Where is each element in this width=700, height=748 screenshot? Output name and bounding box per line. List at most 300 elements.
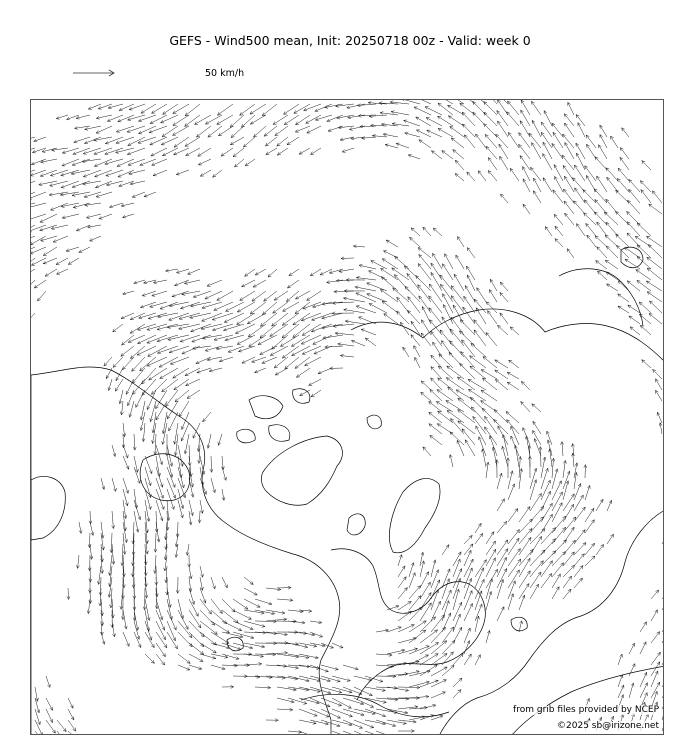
wind-vector-head xyxy=(448,116,451,119)
wind-vector xyxy=(255,654,276,655)
wind-vector xyxy=(460,103,475,115)
wind-vector-head xyxy=(539,536,542,540)
legend-reference-arrow xyxy=(70,66,120,80)
wind-vector xyxy=(405,286,420,302)
wind-vector xyxy=(552,587,559,599)
wind-vector xyxy=(508,530,520,545)
wind-vector xyxy=(283,302,299,311)
wind-vector xyxy=(547,431,552,445)
wind-vector xyxy=(332,687,352,693)
wind-vector xyxy=(597,247,607,258)
wind-vector xyxy=(520,156,530,171)
wind-vector xyxy=(532,120,541,137)
wind-vector xyxy=(419,140,431,148)
wind-vector xyxy=(127,126,145,132)
wind-vector-head xyxy=(428,582,431,585)
wind-vector-head xyxy=(476,308,479,312)
wind-vector xyxy=(31,192,35,200)
wind-vector xyxy=(616,234,629,247)
wind-vector xyxy=(606,222,618,236)
wind-vector xyxy=(31,148,35,152)
wind-vector xyxy=(223,324,244,330)
wind-vector xyxy=(445,254,453,269)
wind-vector-head xyxy=(526,584,529,588)
wind-vector xyxy=(507,372,519,379)
wind-vector xyxy=(431,692,446,698)
wind-vector-head xyxy=(489,290,492,293)
wind-vector-head xyxy=(607,284,611,287)
wind-vector xyxy=(68,731,79,735)
wind-vector-head xyxy=(45,273,49,276)
wind-vector xyxy=(576,224,585,236)
wind-vector-head xyxy=(500,156,503,160)
wind-vector xyxy=(200,478,206,494)
wind-vector xyxy=(174,137,189,147)
wind-vector-head xyxy=(156,405,159,409)
wind-vector-head xyxy=(527,558,530,562)
wind-vector-head xyxy=(468,389,472,392)
coastline-europe xyxy=(331,549,485,700)
wind-vector-head xyxy=(296,374,300,377)
wind-vector xyxy=(618,168,629,181)
wind-vector xyxy=(530,468,536,489)
wind-vector-head xyxy=(516,538,519,542)
wind-vector xyxy=(657,412,662,423)
wind-vector xyxy=(485,100,497,104)
wind-vector xyxy=(462,340,475,357)
wind-vector xyxy=(275,368,288,375)
wind-vector xyxy=(243,137,255,147)
wind-vector xyxy=(332,643,343,648)
wind-vector xyxy=(410,237,421,247)
wind-vector xyxy=(123,632,129,646)
wind-vector xyxy=(225,335,244,340)
wind-vector xyxy=(200,588,206,603)
map-frame[interactable] xyxy=(30,99,664,735)
wind-vector xyxy=(618,306,629,313)
wind-vector xyxy=(648,245,662,258)
wind-vector xyxy=(272,313,288,326)
wind-vector xyxy=(488,158,497,171)
wind-vector-head xyxy=(550,514,553,517)
wind-vector xyxy=(57,720,66,732)
wind-vector xyxy=(156,643,165,657)
wind-vector xyxy=(310,698,330,707)
wind-vector xyxy=(156,390,167,409)
wind-vector xyxy=(136,390,145,407)
wind-vector xyxy=(150,302,167,307)
wind-vector xyxy=(398,687,420,688)
wind-vector xyxy=(112,544,114,564)
wind-vector xyxy=(508,471,512,489)
wind-vector xyxy=(486,146,497,159)
wind-vector xyxy=(606,246,618,258)
wind-vector xyxy=(222,599,235,612)
wind-vector xyxy=(31,236,46,245)
wind-vector xyxy=(596,499,603,511)
wind-vector xyxy=(662,671,664,687)
coastline-north-america xyxy=(31,367,340,735)
wind-vector-head xyxy=(520,156,523,159)
wind-vector xyxy=(662,692,664,709)
wind-vector xyxy=(156,489,164,510)
wind-vector xyxy=(123,533,125,554)
wind-vector xyxy=(46,698,53,710)
wind-vector xyxy=(451,419,465,435)
wind-vector-head xyxy=(507,382,511,385)
wind-vector xyxy=(477,288,486,302)
wind-vector xyxy=(529,133,541,148)
wind-vector xyxy=(294,104,310,113)
wind-vector xyxy=(179,401,189,417)
wind-vector xyxy=(486,333,497,347)
wind-vector-head xyxy=(481,401,484,404)
wind-vector-head xyxy=(591,508,594,512)
wind-vector-head xyxy=(571,527,574,531)
wind-vector xyxy=(585,508,594,522)
wind-vector xyxy=(355,287,376,291)
wind-vector-head xyxy=(533,421,536,425)
wind-vector xyxy=(62,148,79,153)
wind-vector xyxy=(178,632,192,647)
wind-vector xyxy=(167,632,178,649)
wind-vector-head xyxy=(291,344,294,347)
wind-vector-head xyxy=(553,132,556,136)
wind-vector-head xyxy=(563,165,566,168)
wind-vector xyxy=(244,621,265,627)
wind-vector xyxy=(464,641,470,655)
wind-vector xyxy=(500,282,508,291)
wind-vector xyxy=(431,654,447,666)
wind-vector xyxy=(104,357,112,366)
wind-vector xyxy=(497,569,507,589)
wind-vector xyxy=(521,402,530,413)
wind-vector xyxy=(453,150,464,159)
wind-vector xyxy=(94,148,112,154)
wind-vector xyxy=(72,159,90,165)
wind-vector xyxy=(420,630,438,643)
coastline-hudson-bay xyxy=(140,454,190,501)
wind-vector xyxy=(606,272,618,280)
wind-vector xyxy=(464,135,475,148)
wind-vector xyxy=(532,143,542,160)
wind-vector xyxy=(574,530,585,544)
wind-vector xyxy=(453,654,463,665)
wind-vector xyxy=(620,157,629,170)
wind-vector-head xyxy=(502,499,505,503)
wind-vector xyxy=(155,533,156,552)
wind-vector-head xyxy=(218,133,221,136)
wind-vector xyxy=(145,599,149,621)
wind-vector xyxy=(595,200,607,215)
coastline-svalbard xyxy=(367,415,381,429)
wind-vector-head xyxy=(249,344,253,347)
wind-vector xyxy=(508,509,518,523)
wind-vector xyxy=(456,255,464,269)
wind-vector xyxy=(288,676,309,681)
wind-vector-head xyxy=(446,401,449,404)
wind-vector-head xyxy=(481,390,484,393)
wind-vector xyxy=(618,675,623,688)
wind-vector xyxy=(112,511,113,529)
wind-vector xyxy=(53,236,68,242)
wind-vector xyxy=(616,211,630,225)
wind-vector xyxy=(519,537,531,555)
wind-vector xyxy=(255,599,272,604)
wind-vector-head xyxy=(564,123,567,127)
wind-vector xyxy=(119,104,134,111)
wind-vector xyxy=(574,484,581,501)
wind-vector xyxy=(116,368,123,381)
wind-vector-head xyxy=(130,330,133,333)
wind-vector xyxy=(509,360,519,368)
wind-vector xyxy=(423,227,431,236)
wind-vector-head xyxy=(310,734,313,735)
wind-vector-head xyxy=(392,268,395,271)
wind-vector xyxy=(398,649,418,655)
wind-vector xyxy=(218,126,233,136)
wind-vector xyxy=(567,249,574,258)
wind-vector xyxy=(252,291,266,301)
wind-vector xyxy=(596,261,607,269)
wind-vector-head xyxy=(591,520,594,524)
wind-vector-head xyxy=(174,144,177,147)
wind-vector-head xyxy=(629,316,632,319)
coastline-greenland xyxy=(261,436,342,505)
wind-vector xyxy=(181,423,189,441)
wind-vector-head xyxy=(499,144,502,148)
wind-vector xyxy=(541,528,556,544)
wind-vector-head xyxy=(628,305,631,308)
wind-vector xyxy=(309,379,321,386)
wind-vector xyxy=(662,598,664,610)
wind-vector-head xyxy=(163,111,167,114)
wind-vector-head xyxy=(434,665,438,668)
wind-vector xyxy=(576,143,585,159)
wind-vector xyxy=(228,346,244,352)
wind-vector xyxy=(130,313,145,320)
wind-vector xyxy=(599,145,608,159)
wind-vector xyxy=(189,643,204,654)
wind-vector xyxy=(453,589,459,610)
wind-vector xyxy=(508,549,520,567)
wind-vector xyxy=(541,480,550,500)
wind-vector-head xyxy=(549,503,552,506)
wind-vector xyxy=(188,269,200,274)
wind-vector xyxy=(50,181,69,186)
wind-vector xyxy=(465,440,475,456)
coastline-lakes xyxy=(227,617,527,651)
wind-vector-head xyxy=(408,601,412,604)
wind-vector xyxy=(455,160,464,170)
wind-vector xyxy=(376,731,394,735)
wind-vector xyxy=(485,134,497,148)
wind-vector xyxy=(376,709,397,713)
wind-vector xyxy=(585,520,594,533)
wind-vector xyxy=(240,291,255,300)
wind-vector xyxy=(198,159,211,165)
coastline-arctic-islands xyxy=(237,389,310,443)
wind-vector xyxy=(167,511,168,530)
wind-vector xyxy=(651,590,659,599)
wind-vector xyxy=(255,269,266,275)
wind-vector xyxy=(552,527,566,544)
wind-vector xyxy=(193,346,211,349)
wind-vector xyxy=(508,581,515,599)
wind-vector xyxy=(530,493,542,511)
wind-vector xyxy=(382,301,398,313)
wind-vector xyxy=(442,545,449,555)
wind-vector xyxy=(622,128,629,137)
wind-vector xyxy=(167,401,178,419)
wind-vector-head xyxy=(527,507,530,510)
wind-vector xyxy=(574,554,584,566)
wind-vector xyxy=(213,170,222,177)
wind-vector xyxy=(418,248,431,259)
wind-vector xyxy=(651,632,660,643)
wind-vector xyxy=(191,324,211,332)
wind-vector xyxy=(113,357,123,367)
wind-vector xyxy=(420,643,439,655)
wind-vector-head xyxy=(185,143,188,146)
wind-vector xyxy=(138,137,156,143)
wind-vector xyxy=(62,159,79,166)
wind-vector xyxy=(313,335,332,344)
wind-vector xyxy=(190,313,211,318)
wind-vector xyxy=(576,115,585,127)
wind-vector xyxy=(450,126,464,137)
wind-vector xyxy=(508,132,519,148)
wind-vector-head xyxy=(416,117,420,120)
wind-vector xyxy=(640,672,647,687)
wind-vector xyxy=(310,709,329,717)
wind-vector xyxy=(106,170,123,176)
wind-vector xyxy=(574,543,586,556)
wind-vector xyxy=(299,709,317,716)
wind-vector xyxy=(139,313,156,318)
wind-vector xyxy=(31,181,35,188)
wind-vector-head xyxy=(428,593,431,597)
wind-vector xyxy=(595,157,607,170)
wind-vector-head xyxy=(280,344,284,347)
wind-vector-head xyxy=(175,645,178,649)
wind-vector xyxy=(321,687,342,693)
wind-vector xyxy=(629,189,640,203)
wind-vector xyxy=(155,434,156,455)
wind-vector-head xyxy=(284,122,288,125)
wind-vector-head xyxy=(493,541,496,544)
wind-vector xyxy=(409,596,421,610)
wind-vector xyxy=(574,578,583,588)
wind-vector xyxy=(115,379,123,391)
wind-vector xyxy=(508,484,515,500)
wind-vector xyxy=(420,680,438,687)
wind-vector xyxy=(455,174,464,182)
wind-vector xyxy=(442,665,454,676)
wind-vector xyxy=(576,153,585,170)
wind-vector-head xyxy=(429,284,432,288)
wind-vector xyxy=(216,346,233,349)
wind-vector xyxy=(464,603,473,621)
wind-vector xyxy=(221,148,233,156)
wind-vector xyxy=(255,368,267,373)
wind-vector xyxy=(357,104,376,106)
wind-vector xyxy=(178,665,190,670)
wind-vector xyxy=(552,492,562,511)
wind-vector xyxy=(501,194,509,203)
wind-vector-head xyxy=(657,662,660,666)
wind-vector xyxy=(207,280,222,286)
wind-vector-head xyxy=(571,504,574,508)
wind-vector xyxy=(147,335,167,343)
wind-vector-head xyxy=(531,101,534,104)
wind-vector xyxy=(145,654,154,663)
wind-vector xyxy=(460,363,475,379)
wind-vector xyxy=(585,556,595,566)
wind-vector xyxy=(474,320,486,335)
wind-vector xyxy=(262,104,277,116)
wind-vector xyxy=(369,271,387,280)
wind-vector xyxy=(662,682,664,698)
wind-vector xyxy=(530,561,543,577)
wind-vector xyxy=(270,346,288,356)
wind-vector xyxy=(438,128,453,137)
wind-vector xyxy=(134,489,137,509)
wind-vector xyxy=(376,654,392,655)
wind-vector-head xyxy=(187,395,191,398)
wind-vector xyxy=(425,107,442,115)
wind-vector xyxy=(178,445,183,466)
wind-vector xyxy=(486,579,492,599)
wind-vector xyxy=(453,678,462,687)
wind-vector-head xyxy=(656,390,659,394)
wind-vector xyxy=(45,269,57,276)
wind-vector xyxy=(574,566,583,578)
wind-vector xyxy=(265,137,277,146)
wind-vector xyxy=(244,599,260,607)
wind-vector xyxy=(647,292,662,302)
wind-vector xyxy=(448,105,465,115)
wind-vector xyxy=(534,178,542,192)
wind-map[interactable] xyxy=(31,100,664,735)
wind-vector xyxy=(497,557,506,577)
wind-vector xyxy=(500,156,508,170)
wind-vector xyxy=(302,346,321,354)
wind-vector xyxy=(398,638,417,643)
chart-title: GEFS - Wind500 mean, Init: 20250718 00z - Valid: week 0 xyxy=(169,33,531,48)
wind-vector xyxy=(507,420,519,434)
wind-vector xyxy=(478,171,486,181)
wind-vector xyxy=(421,320,431,335)
wind-vector xyxy=(211,632,229,643)
wind-vector xyxy=(620,148,629,159)
wind-vector xyxy=(662,713,664,731)
wind-vector xyxy=(430,435,442,445)
wind-vector xyxy=(149,368,167,380)
wind-vector xyxy=(642,161,651,170)
wind-vector xyxy=(186,148,200,156)
wind-vector-head xyxy=(437,390,440,393)
wind-vector xyxy=(488,311,498,324)
wind-vector xyxy=(554,214,563,225)
wind-vector xyxy=(652,191,662,203)
wind-vector xyxy=(437,390,453,401)
wind-vector xyxy=(607,500,612,511)
wind-vector xyxy=(162,379,178,392)
wind-vector xyxy=(274,291,288,300)
wind-vector xyxy=(467,172,475,181)
wind-vector xyxy=(241,115,255,127)
